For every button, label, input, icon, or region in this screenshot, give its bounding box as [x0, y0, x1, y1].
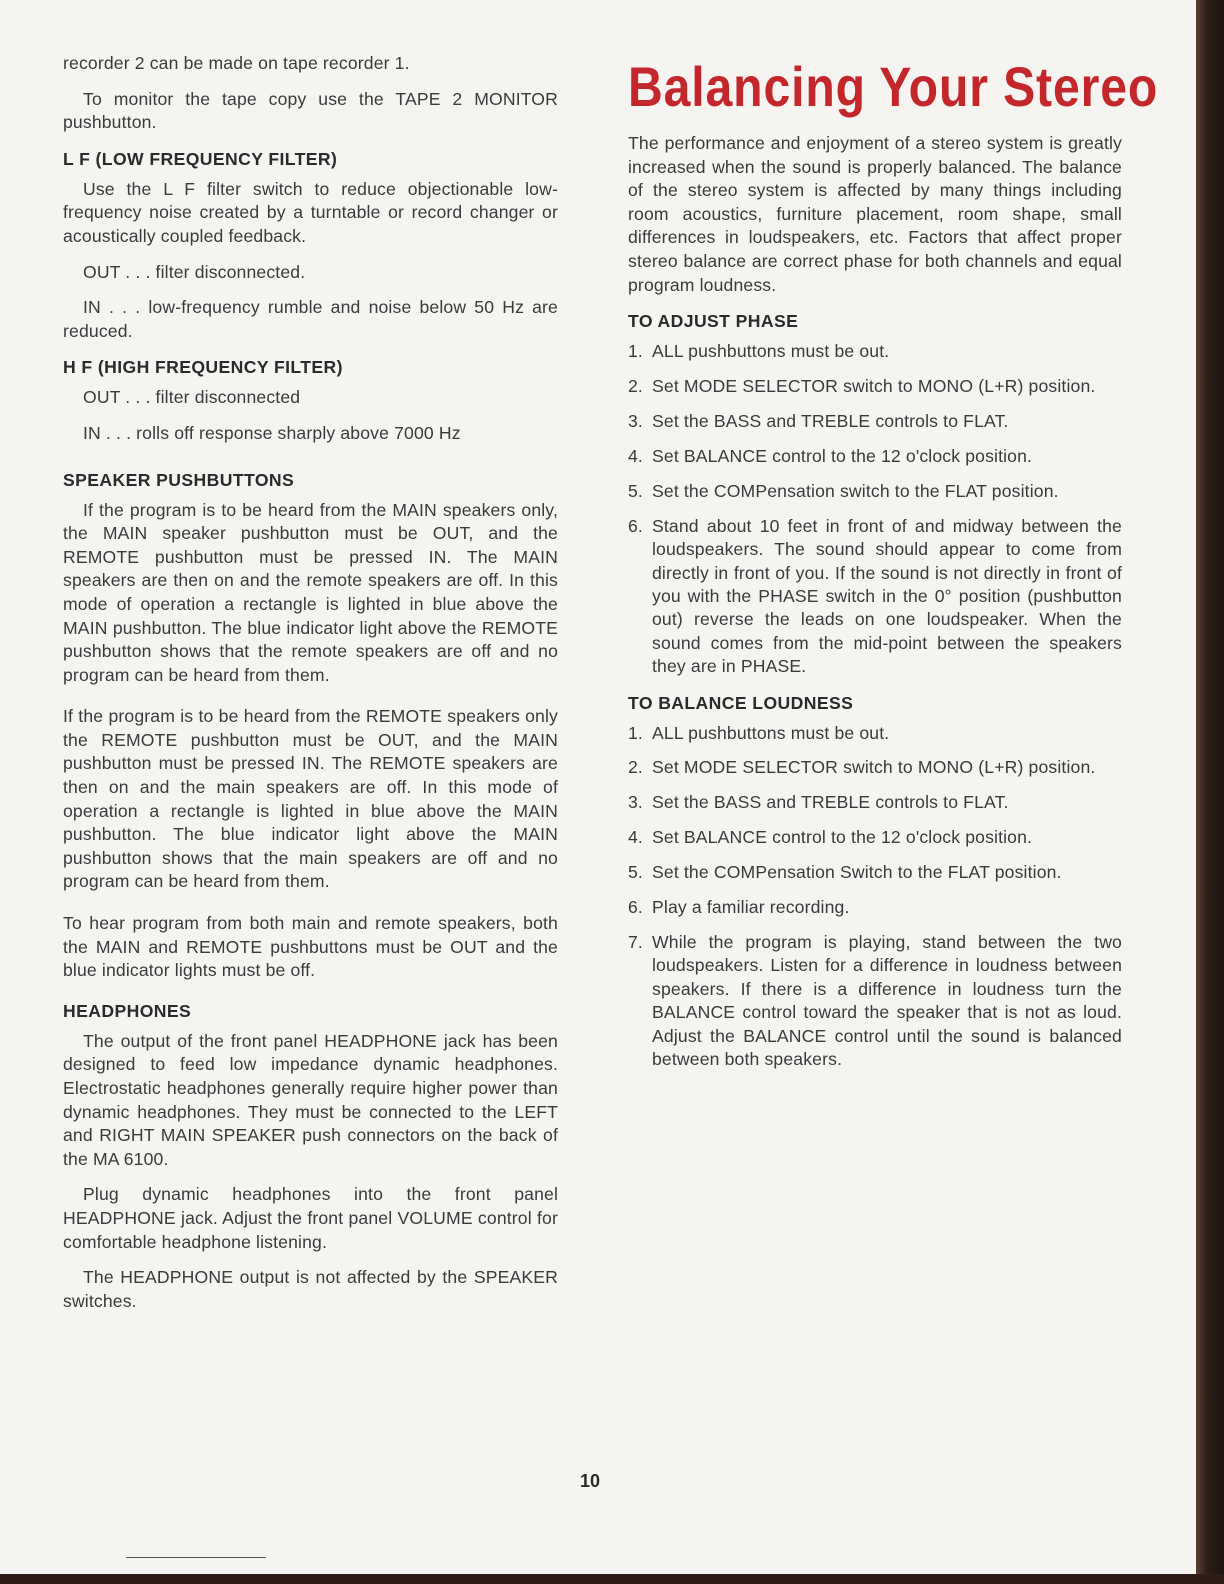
- page-bottom-edge: [0, 1574, 1224, 1584]
- step-number: 4.: [628, 827, 643, 848]
- paragraph-headphones-speaker: The HEADPHONE output is not affected by the SPEAKER switches.: [63, 1267, 558, 1311]
- step-number: 6.: [628, 515, 643, 536]
- list-item: [628, 340, 1122, 363]
- page-binding-edge: [1196, 0, 1224, 1584]
- page-title: Balancing Your Stereo: [628, 55, 1159, 118]
- step-number: 3.: [628, 792, 643, 813]
- list-item: [628, 480, 1122, 503]
- step-text: While the program is playing, stand between the two loudspeakers. Listen for a difference in loudness between speakers. If there is a difference in loudness turn the BALANCE control toward the speaker that is not as loud. Adjust the BALANCE control until the sound is balanced between both speakers.: [652, 931, 1122, 1069]
- heading-hf-filter: H F (HIGH FREQUENCY FILTER): [63, 357, 343, 378]
- list-item: [628, 722, 1122, 745]
- step-number: 6.: [628, 897, 643, 918]
- step-text: Play a familiar recording.: [652, 897, 850, 918]
- paragraph-recorder: recorder 2 can be made on tape recorder 1.: [63, 53, 410, 73]
- step-number: 4.: [628, 445, 643, 466]
- heading-headphones: HEADPHONES: [63, 1000, 192, 1021]
- list-item: [628, 896, 1122, 919]
- step-text: Set MODE SELECTOR switch to MONO (L+R) position.: [652, 757, 1096, 778]
- hf-in-option: IN . . . rolls off response sharply above 7000 Hz: [83, 422, 461, 443]
- step-number: 2.: [628, 757, 643, 778]
- loudness-steps-list: [628, 722, 1122, 1072]
- step-number: 1.: [628, 341, 643, 362]
- heading-adjust-phase: TO ADJUST PHASE: [628, 311, 799, 332]
- paragraph-speaker-main: If the program is to be heard from the MAIN speakers only, the MAIN speaker pushbutton must be OUT, and the REMOTE pushbutton must be pressed IN. The MAIN speakers are then on and the remote speakers are off. In this mode of operation a rectangle is lighted in blue above the MAIN pushbutton. The blue indicator light above the REMOTE pushbutton shows that the remote speakers are off and no program can be heard from them.: [63, 499, 558, 685]
- list-item: [628, 375, 1122, 398]
- paragraph-lf-filter: Use the L F filter switch to reduce objectionable low-frequency noise created by a turntable or record changer or acoustically coupled feedback.: [63, 178, 558, 246]
- list-item: [628, 445, 1122, 468]
- list-item: [628, 515, 1122, 679]
- step-text: Set the COMPensation Switch to the FLAT position.: [652, 862, 1062, 883]
- paragraph-speaker-remote: If the program is to be heard from the REMOTE speakers only the REMOTE pushbutton must be OUT, and the MAIN pushbutton must be pressed IN. The REMOTE speakers are then on and the main speakers are off. In this mode of operation a rectangle is lighted in blue above the MAIN pushbutton. The blue indicator light above the MAIN pushbutton shows that the main speakers are off and no program can be heard from them.: [63, 706, 558, 892]
- step-text: Set the BASS and TREBLE controls to FLAT.: [652, 792, 1009, 813]
- step-number: 7.: [628, 931, 643, 952]
- list-item: [628, 861, 1122, 884]
- paragraph-speaker-both: To hear program from both main and remote speakers, both the MAIN and REMOTE pushbuttons must be OUT and the blue indicator lights must be off.: [63, 913, 558, 981]
- heading-balance-loudness: TO BALANCE LOUDNESS: [628, 692, 854, 713]
- lf-out-option: OUT . . . filter disconnected.: [83, 261, 306, 282]
- step-text: Stand about 10 feet in front of and midway between the loudspeakers. The sound should appear to come from directly in front of you. If the sound is not directly in front of you with the PHASE switch in the 0° position (pushbutton out) reverse the leads on one loudspeaker. When the sound comes from the mid-point between the speakers they are in PHASE.: [652, 515, 1122, 677]
- step-text: ALL pushbuttons must be out.: [652, 341, 890, 362]
- step-text: Set BALANCE control to the 12 o'clock position.: [652, 445, 1033, 466]
- step-number: 1.: [628, 722, 643, 743]
- heading-lf-filter: L F (LOW FREQUENCY FILTER): [63, 148, 338, 169]
- step-text: Set the BASS and TREBLE controls to FLAT.: [652, 410, 1009, 431]
- list-item: [628, 826, 1122, 849]
- paragraph-monitor: To monitor the tape copy use the TAPE 2 MONITOR pushbutton.: [63, 88, 558, 133]
- step-text: Set the COMPensation switch to the FLAT position.: [652, 480, 1059, 501]
- page-number: 10: [579, 1471, 601, 1491]
- step-number: 5.: [628, 480, 643, 501]
- list-item: [628, 791, 1122, 814]
- step-text: Set MODE SELECTOR switch to MONO (L+R) position.: [652, 376, 1096, 397]
- paragraph-balance-intro: The performance and enjoyment of a stereo system is greatly increased when the sound is properly balanced. The balance of the stereo system is affected by many things including room acoustics, furniture placement, room shape, small differences in loudspeakers, etc. Factors that affect proper stereo balance are correct phase for both channels and equal program loudness.: [628, 133, 1122, 295]
- paragraph-headphones-output: The output of the front panel HEADPHONE jack has been designed to feed low impedance dynamic headphones. Electrostatic headphones generally require higher power than dynamic headphones. They must be connected to the LEFT and RIGHT MAIN SPEAKER push connectors on the back of the MA 6100.: [63, 1030, 558, 1169]
- list-item: [628, 931, 1122, 1071]
- heading-speaker-pushbuttons: SPEAKER PUSHBUTTONS: [63, 469, 295, 490]
- step-text: Set BALANCE control to the 12 o'clock position.: [652, 827, 1033, 848]
- step-number: 5.: [628, 862, 643, 883]
- step-text: ALL pushbuttons must be out.: [652, 722, 890, 743]
- list-item: [628, 410, 1122, 433]
- step-number: 2.: [628, 376, 643, 397]
- step-number: 3.: [628, 410, 643, 431]
- right-column: [628, 52, 1159, 1083]
- hf-out-option: OUT . . . filter disconnected: [83, 387, 301, 408]
- paragraph-headphones-plug: Plug dynamic headphones into the front panel HEADPHONE jack. Adjust the front panel VOLUME control for comfortable headphone listening.: [63, 1184, 558, 1252]
- list-item: [628, 756, 1122, 779]
- phase-steps-list: [628, 340, 1122, 678]
- left-column: [63, 52, 558, 1325]
- footer-rule: [126, 1557, 266, 1558]
- lf-in-option: IN . . . low-frequency rumble and noise below 50 Hz are reduced.: [63, 297, 558, 341]
